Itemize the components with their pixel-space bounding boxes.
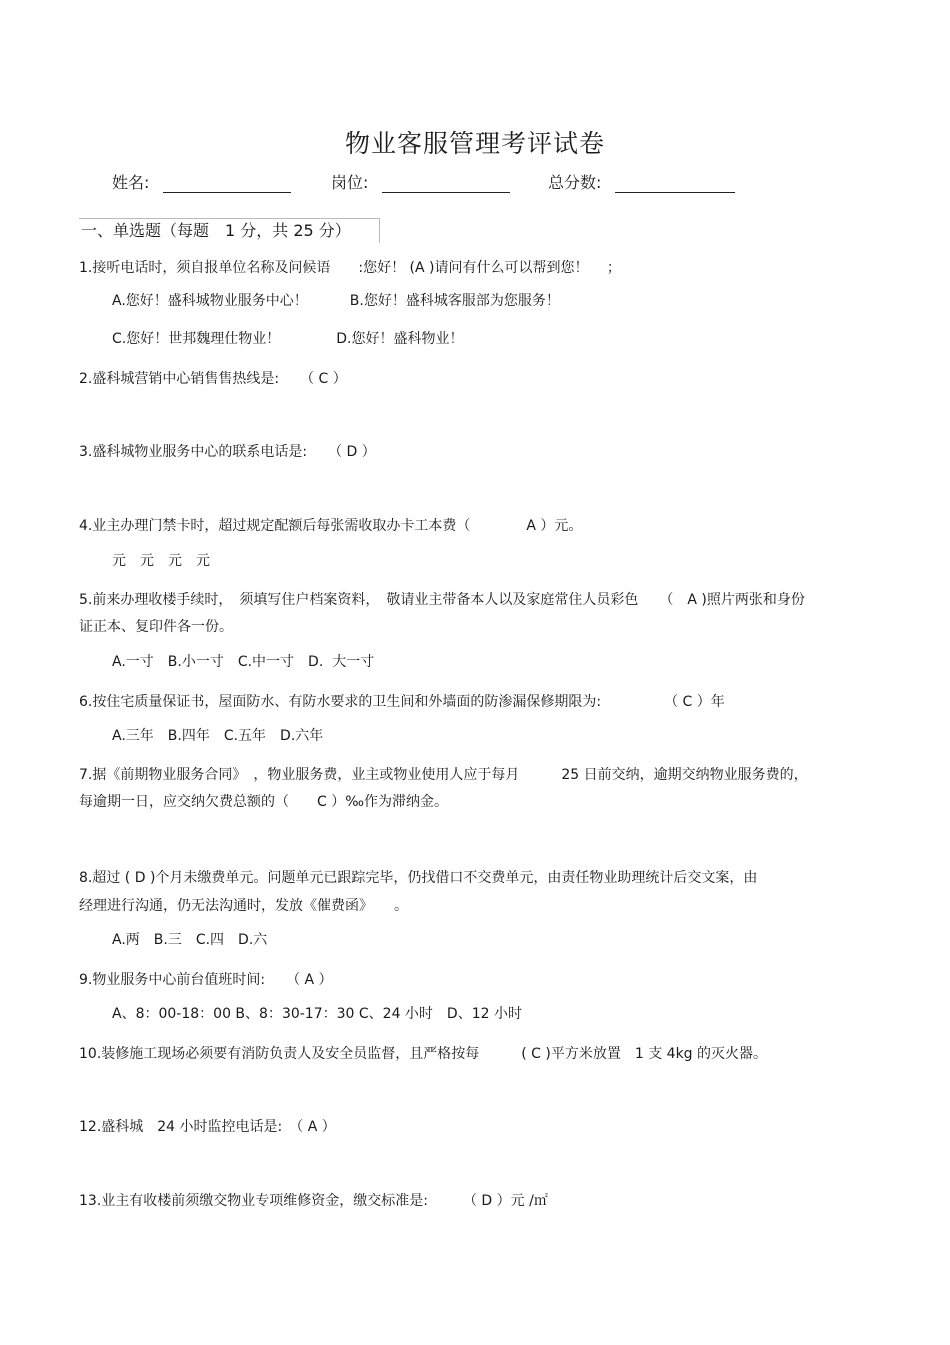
question-7-line-1: 7.据《前期物业服务合同》 ，物业服务费，业主或物业使用人应于每月 25 日前交纳，逾期交纳物业服务费的， xyxy=(79,767,808,783)
name-field xyxy=(112,170,291,193)
name-label: 姓名: xyxy=(112,173,150,192)
question-3: 3.盛科城物业服务中心的联系电话是: （ D ） xyxy=(79,444,376,460)
question-8-line-2: 经理进行沟通，仍无法沟通时，发放《催费函》 。 xyxy=(79,898,408,914)
section-heading-single-choice: 一、单选题（每题 1 分，共 25 分） xyxy=(79,218,380,243)
question-8-line-1: 8.超过 ( D )个月未缴费单元。问题单元已跟踪完毕，仍找借口不交费单元，由责任物业助理统计后交文案，由 xyxy=(79,870,758,886)
score-field xyxy=(548,170,735,193)
question-2: 2.盛科城营销中心销售售热线是: （ C ） xyxy=(79,371,347,387)
name-blank[interactable] xyxy=(163,174,291,193)
page-title: 物业客服管理考评试卷 xyxy=(344,129,605,158)
question-5-line-2: 证正本、复印件各一份。 xyxy=(79,619,233,635)
question-6: 6.按住宅质量保证书，屋面防水、有防水要求的卫生间和外墙面的防渗漏保修期限为: （ C ）年 xyxy=(79,694,725,710)
question-10: 10.装修施工现场必须要有消防负责人及安全员监督，且严格按每 ( C )平方米放置 1 支 4kg 的灭火器。 xyxy=(79,1046,768,1062)
question-13: 13.业主有收楼前须缴交物业专项维修资金，缴交标准是: （ D ）元 /㎡ xyxy=(79,1193,548,1209)
score-label: 总分数: xyxy=(548,173,602,192)
question-4: 4.业主办理门禁卡时，超过规定配额后每张需收取办卡工本费（ A ）元。 xyxy=(79,518,583,534)
question-12: 12.盛科城 24 小时监控电话是: （ A ） xyxy=(79,1119,336,1135)
position-field xyxy=(331,170,510,193)
question-1: 1.接听电话时，须自报单位名称及问候语 :您好！ (A )请问有什么可以帮到您！ ； xyxy=(79,260,621,276)
question-1-options-ab: A.您好！盛科城物业服务中心！ B.您好！盛科城客服部为您服务！ xyxy=(112,293,560,309)
question-7-line-2: 每逾期一日，应交纳欠费总额的（ C ）‰作为滞纳金。 xyxy=(79,794,449,810)
question-8-options: A.两 B.三 C.四 D.六 xyxy=(112,932,268,948)
question-9-options: A、8：00-18：00 B、8：30-17：30 C、24 小时 D、12 小时 xyxy=(112,1006,522,1022)
position-blank[interactable] xyxy=(382,174,510,193)
position-label: 岗位: xyxy=(331,173,369,192)
question-5-options: A.一寸 B.小一寸 C.中一寸 D. 大一寸 xyxy=(112,654,375,670)
question-4-options: 元 元 元 元 xyxy=(112,553,210,569)
question-1-options-cd: C.您好！世邦魏理仕物业！ D.您好！盛科物业！ xyxy=(112,331,464,347)
question-9: 9.物业服务中心前台值班时间: （ A ） xyxy=(79,972,333,988)
score-blank[interactable] xyxy=(615,174,735,193)
question-5-line-1: 5.前来办理收楼手续时， 须填写住户档案资料， 敬请业主带备本人以及家庭常住人员彩色 （ A )照片两张和身份 xyxy=(79,592,805,608)
question-6-options: A.三年 B.四年 C.五年 D.六年 xyxy=(112,728,324,744)
